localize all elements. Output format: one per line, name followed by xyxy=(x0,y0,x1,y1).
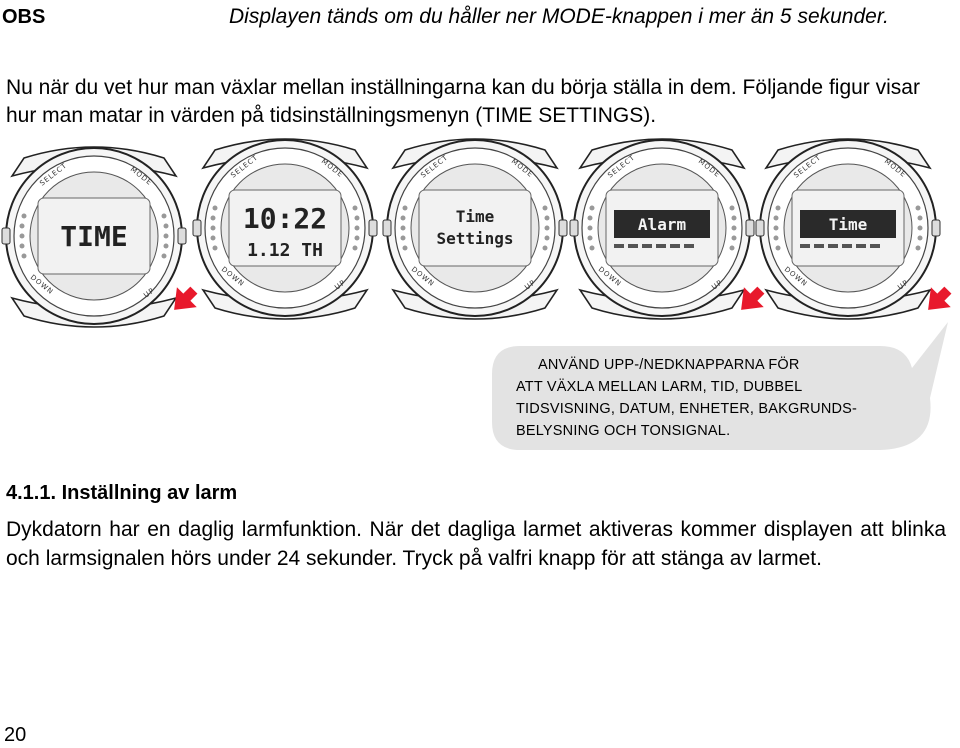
watch-4-screen: Alarm xyxy=(637,215,687,234)
bezel-label-down: DOWN xyxy=(219,265,247,289)
intro-paragraph: Nu när du vet hur man växlar mellan inställningarna kan du börja ställa in dem. Följande figur visar hur man matar in värden på tidsinställningsmenyn (TIME SETTINGS). xyxy=(6,76,920,127)
bezel-label-mode: MODE xyxy=(882,157,908,180)
bezel-label-down: DOWN xyxy=(596,265,624,289)
watch-5 xyxy=(756,139,940,319)
callout-line: BELYSNING OCH TONSIGNAL. xyxy=(516,423,731,439)
bezel-label-up: UP xyxy=(710,278,725,292)
bezel-label-mode: MODE xyxy=(696,157,722,180)
bezel-label-mode: MODE xyxy=(509,157,535,180)
note-text: Displayen tänds om du håller ner MODE-knappen i mer än 5 sekunder. xyxy=(229,5,889,28)
callout-text xyxy=(516,354,896,442)
watch-5-screen: Time xyxy=(828,215,868,234)
bezel-label-select: SELECT xyxy=(606,153,637,180)
bezel-label-up: UP xyxy=(523,278,538,292)
watch-1-screen: TIME xyxy=(60,220,128,253)
bezel-label-select: SELECT xyxy=(792,153,823,180)
section-heading: 4.1.1. Inställning av larm xyxy=(6,482,238,504)
callout-line: ATT VÄXLA MELLAN LARM, TID, DUBBEL xyxy=(516,379,803,395)
bezel-label-select: SELECT xyxy=(229,153,260,180)
bezel-label-down: DOWN xyxy=(409,265,437,289)
bezel-label-down: DOWN xyxy=(28,273,56,297)
watch-2-screen-main: 10:22 xyxy=(242,202,328,235)
watch-1 xyxy=(2,147,186,327)
page-number: 20 xyxy=(4,724,27,746)
bezel-label-up: UP xyxy=(142,286,157,300)
callout-line: TIDSVISNING, DATUM, ENHETER, BAKGRUNDS- xyxy=(516,401,858,417)
callout-line: ANVÄND UPP-/NEDKNAPPARNA FÖR xyxy=(538,357,800,373)
watch-2-screen-sub: 1.12 TH xyxy=(247,240,323,261)
bezel-label-select: SELECT xyxy=(38,161,69,188)
bezel-label-up: UP xyxy=(896,278,911,292)
note-label: OBS xyxy=(2,6,46,28)
bezel-label-up: UP xyxy=(333,278,348,292)
watch-2 xyxy=(193,139,377,319)
watch-3 xyxy=(383,139,567,319)
section-body: Dykdatorn har en daglig larmfunktion. När det dagliga larmet aktiveras kommer displayen att blinka och larmsignalen hörs under 24 sekunder. Tryck på valfri knapp för att stänga av larmet. xyxy=(6,518,946,570)
bezel-label-down: DOWN xyxy=(782,265,810,289)
watch-3-screen-line2: Settings xyxy=(436,229,514,248)
bezel-label-select: SELECT xyxy=(419,153,450,180)
bezel-label-mode: MODE xyxy=(128,165,154,188)
watch-3-screen-line1: Time xyxy=(455,207,495,226)
watch-4 xyxy=(570,139,754,319)
bezel-label-mode: MODE xyxy=(319,157,345,180)
